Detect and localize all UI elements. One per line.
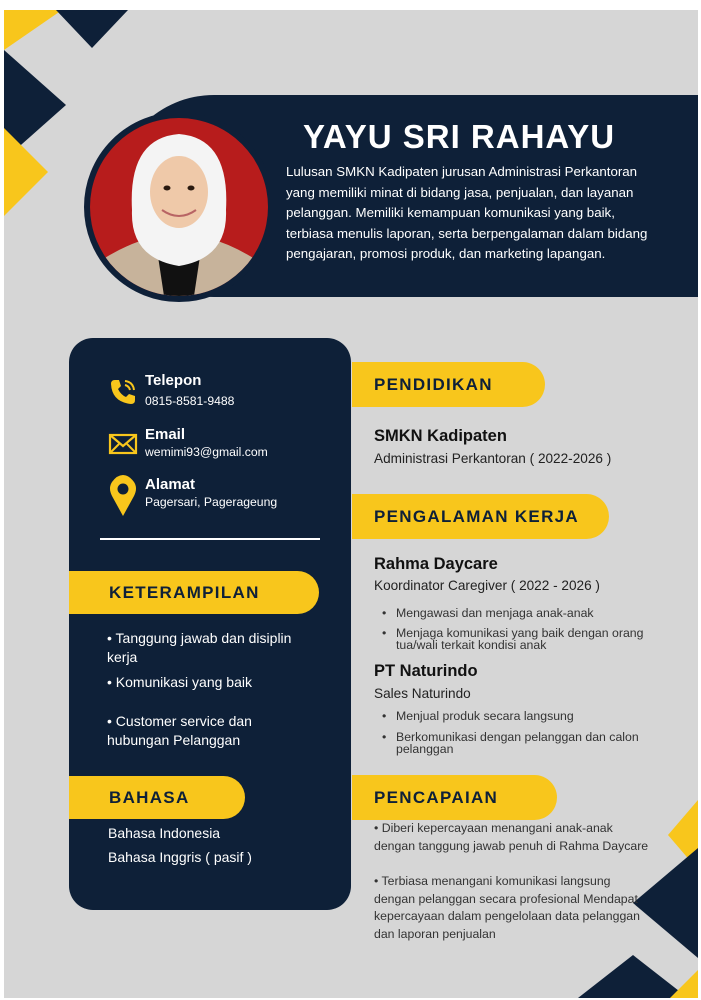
job-company: PT Naturindo [374, 662, 478, 680]
email-value: wemimi93@gmail.com [145, 445, 268, 459]
achievement-item: • Terbiasa menangani komunikasi langsung dengan pelanggan secara profesional Mendapat kepercayaan dalam pengelolaan data pelanggan dan laporan penjualan [374, 874, 640, 941]
resume-page [4, 10, 698, 998]
job-role: Koordinator Caregiver ( 2022 - 2026 ) [374, 578, 600, 593]
education-heading: PENDIDIKAN [352, 362, 545, 407]
phone-icon [108, 377, 138, 407]
job-bullet: • Mengawasi dan menjaga anak-anak [396, 607, 658, 619]
address-label: Alamat [145, 476, 196, 493]
phone-label: Telepon [145, 372, 202, 389]
job-bullet: • Menjaga komunikasi yang baik dengan orang tua/wali terkait kondisi anak [396, 627, 658, 651]
language-heading: BAHASA [69, 776, 245, 819]
candidate-name: YAYU SRI RAHAYU [302, 118, 616, 155]
education-school: SMKN Kadipaten [374, 427, 507, 445]
language-item: Bahasa Inggris ( pasif ) [108, 849, 252, 865]
skill-item: • Tanggung jawab dan disiplin kerja [107, 630, 292, 665]
job-bullet: • Menjual produk secara langsung [396, 710, 658, 722]
job-role: Sales Naturindo [374, 686, 471, 701]
contact-divider [100, 538, 320, 540]
experience-heading: PENGALAMAN KERJA [352, 494, 609, 539]
job-company: Rahma Daycare [374, 555, 498, 573]
job-bullet: • Berkomunikasi dengan pelanggan dan calon pelanggan [396, 731, 646, 755]
profile-summary: Lulusan SMKN Kadipaten jurusan Administrasi Perkantoran yang memiliki minat di bidang jasa, penjualan, dan layanan pelanggan. Memiliki kemampuan komunikasi yang baik, terbiasa menulis laporan, serta berpengalaman dalam bidang pengajaran, promosi produk, dan marketing lapangan. [286, 164, 648, 261]
skill-item: • Customer service dan hubungan Pelanggan [107, 713, 252, 748]
location-pin-icon [108, 474, 138, 518]
language-item: Bahasa Indonesia [108, 825, 221, 841]
achievements-heading: PENCAPAIAN [352, 775, 557, 820]
profile-photo [84, 112, 274, 302]
skill-item: • Komunikasi yang baik [107, 674, 252, 690]
achievement-item: • Diberi kepercayaan menangani anak-anak dengan tanggung jawab penuh di Rahma Daycare [374, 821, 649, 853]
education-detail: Administrasi Perkantoran ( 2022-2026 ) [374, 451, 612, 466]
mail-icon [108, 432, 138, 456]
phone-value: 0815-8581-9488 [145, 394, 235, 408]
email-label: Email [145, 426, 186, 443]
address-value: Pagersari, Pagerageung [145, 495, 278, 509]
skills-heading: KETERAMPILAN [69, 571, 319, 614]
